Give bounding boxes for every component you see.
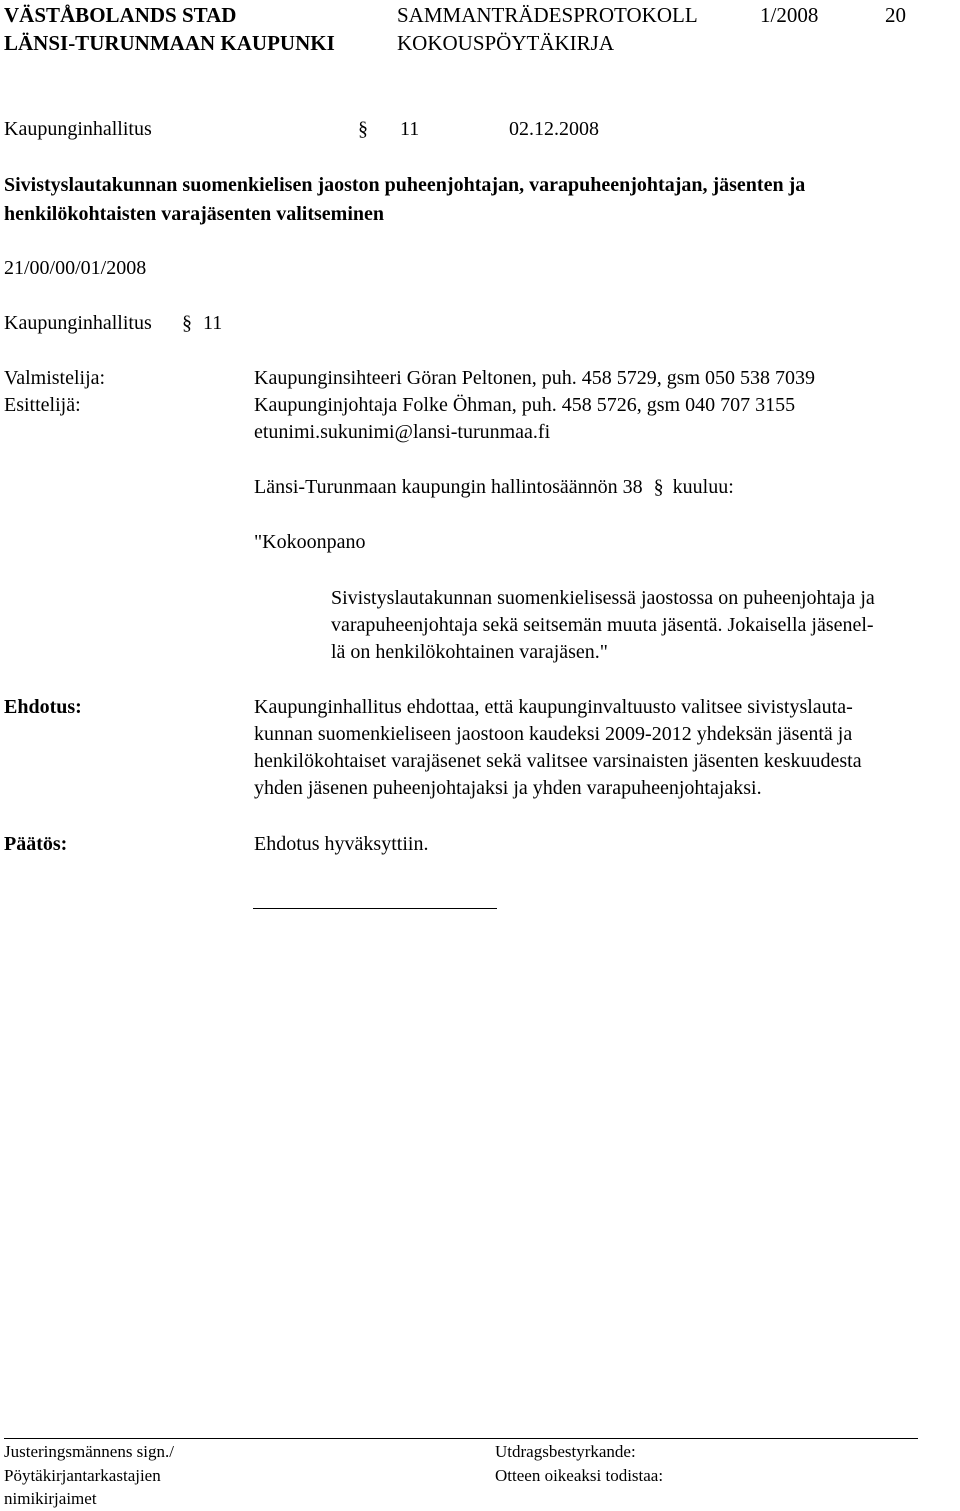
footer-left-line-3: nimikirjaimet: [4, 1489, 97, 1508]
footer-left-line-1: Justeringsmännens sign./: [4, 1442, 174, 1461]
body-reference: Kaupunginhallitus: [4, 312, 152, 334]
municipality-name-fi: LÄNSI-TURUNMAAN KAUPUNKI: [4, 31, 335, 55]
proposal-line-2: kunnan suomenkieliseen jaostoon kaudeksi 2009-2012 yhdeksän jäsentä ja: [254, 723, 853, 745]
proposal-line-4: yhden jäsenen puheenjohtajaksi ja yhden varapuheenjohtajaksi.: [254, 777, 762, 799]
email-address[interactable]: etunimi.sukunimi@lansi-turunmaa.fi: [254, 421, 551, 443]
quote-line-1: Sivistyslautakunnan suomenkielisessä jaostossa on puheenjohtaja ja: [331, 587, 875, 609]
regulation-section-sign: §: [653, 476, 664, 498]
proposal-line-1: Kaupunginhallitus ehdottaa, että kaupunginvaltuusto valitsee sivistyslauta-: [254, 696, 853, 718]
footer-right-line-2: Otteen oikeaksi todistaa:: [495, 1466, 664, 1485]
section-number: 11: [400, 118, 420, 140]
regulation-intro-end: kuuluu:: [672, 476, 734, 498]
footer-right-line-1: Utdragsbestyrkande:: [495, 1442, 636, 1461]
decision-label: Päätös:: [4, 833, 68, 855]
item-title: Sivistyslautakunnan suomenkielisen jaoston puheenjohtajan, varapuheenjohtajan, jäsenten ja henkilökohtaisten varajäsenten valitseminen: [4, 174, 806, 225]
body-reference-section-sign: §: [182, 312, 192, 334]
proposal-label: Ehdotus:: [4, 696, 82, 718]
meeting-number: 1/2008: [760, 3, 819, 27]
decision-text: Ehdotus hyväksyttiin.: [254, 833, 429, 855]
session-body: Kaupunginhallitus: [4, 118, 152, 140]
document-type-fi: KOKOUSPÖYTÄKIRJA: [397, 31, 615, 55]
section-sign: §: [358, 118, 368, 140]
document-type-sv: SAMMANTRÄDESPROTOKOLL: [397, 3, 698, 27]
footer-rule: [4, 1438, 918, 1439]
session-date: 02.12.2008: [509, 118, 599, 140]
body-reference-section: 11: [203, 312, 223, 334]
regulation-intro: [254, 474, 734, 500]
quote-heading: "Kokoonpano: [254, 531, 366, 553]
end-rule: [253, 908, 497, 909]
proposal-line-3: henkilökohtaiset varajäsenet sekä valitsee varsinaisten jäsenten keskuudesta: [254, 750, 862, 772]
quote-line-3: lä on henkilökohtainen varajäsen.": [331, 641, 608, 663]
footer-left-line-2: Pöytäkirjantarkastajien: [4, 1466, 161, 1485]
page-number: 20: [885, 3, 906, 27]
quote-line-2: varapuheenjohtaja sekä seitsemän muuta jäsentä. Jokaisella jäsenel-: [331, 614, 874, 636]
municipality-name-sv: VÄSTÅBOLANDS STAD: [4, 3, 237, 27]
preparer-value: Kaupunginsihteeri Göran Peltonen, puh. 458 5729, gsm 050 538 7039: [254, 367, 816, 389]
presenter-value: Kaupunginjohtaja Folke Öhman, puh. 458 5726, gsm 040 707 3155: [254, 394, 796, 416]
presenter-label: Esittelijä:: [4, 394, 81, 416]
regulation-intro-text: Länsi-Turunmaan kaupungin hallintosäännön 38: [254, 476, 643, 498]
preparer-label: Valmistelija:: [4, 367, 106, 389]
reference-number: 21/00/00/01/2008: [4, 257, 147, 279]
